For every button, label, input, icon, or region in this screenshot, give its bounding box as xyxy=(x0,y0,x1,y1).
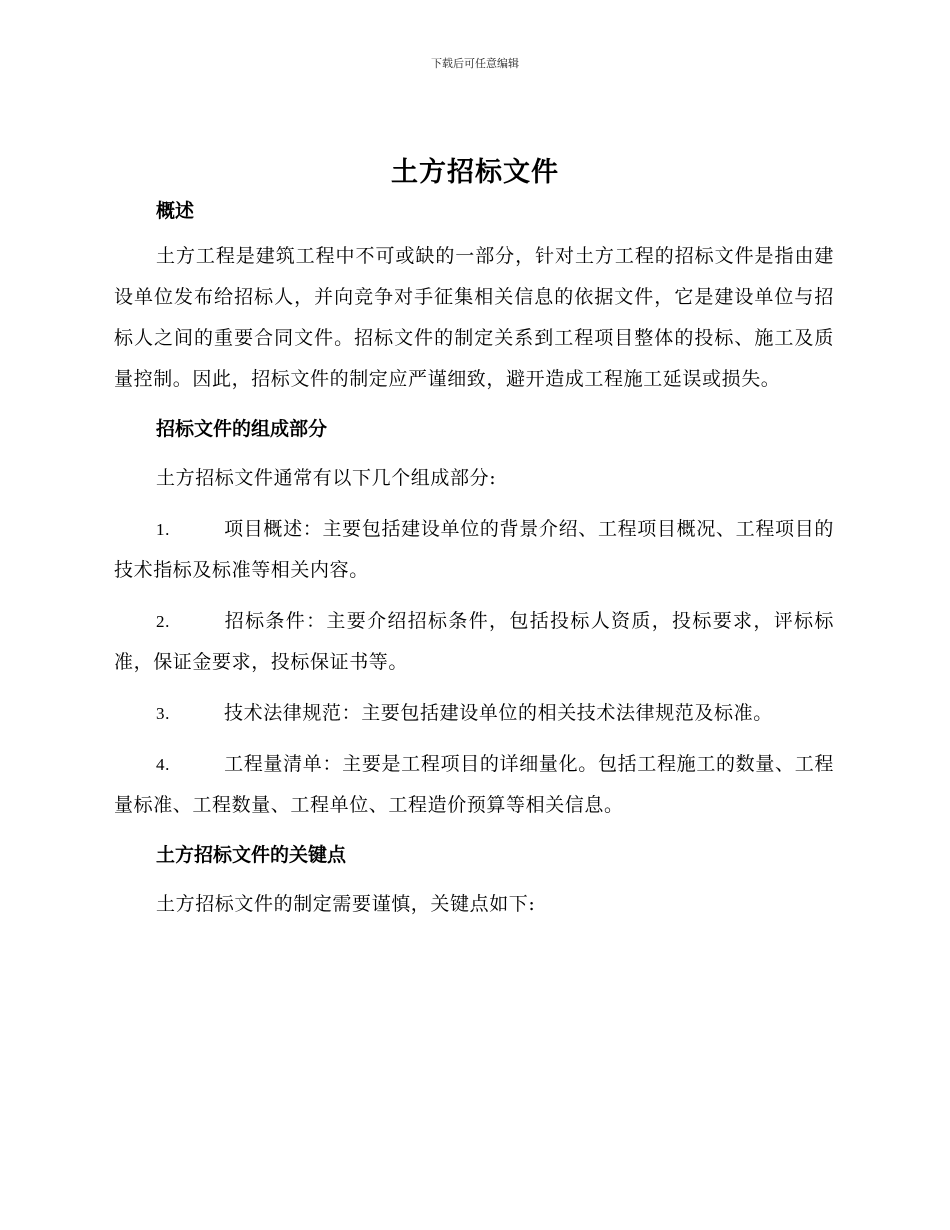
overview-paragraph: 土方工程是建筑工程中不可或缺的一部分，针对土方工程的招标文件是指由建设单位发布给招标人，并向竞争对手征集相关信息的依据文件，它是建设单位与招标人之间的重要合同文件。招标文件的制定关系到工程项目整体的投标、施工及质量控制。因此，招标文件的制定应严谨细致，避开造成工程施工延误或损失。 xyxy=(114,245,834,390)
section-heading-key-points: 土方招标文件的关键点 xyxy=(156,844,347,866)
list-item xyxy=(114,744,834,826)
list-item-text: 项目概述：主要包括建设单位的背景介绍、工程项目概况、工程项目的技术指标及标准等相关内容。 xyxy=(114,518,834,581)
key-points-intro: 土方招标文件的制定需要谨慎，关键点如下: xyxy=(156,893,536,915)
list-item-number: 1. xyxy=(156,520,170,539)
list-item xyxy=(114,509,834,591)
document-body xyxy=(114,196,834,925)
section-heading-overview: 概述 xyxy=(156,200,195,222)
list-item-number: 2. xyxy=(156,612,170,631)
list-item-text: 招标条件：主要介绍招标条件，包括投标人资质，投标要求，评标标准，保证金要求，投标保证书等。 xyxy=(114,610,834,673)
header-note: 下载后可任意编辑 xyxy=(431,57,519,70)
list-item-number: 3. xyxy=(156,704,170,723)
list-item xyxy=(114,693,834,734)
list-item-number: 4. xyxy=(156,755,170,774)
list-item-text: 技术法律规范：主要包括建设单位的相关技术法律规范及标准。 xyxy=(224,702,773,724)
document-title: 土方招标文件 xyxy=(391,157,559,188)
components-intro: 土方招标文件通常有以下几个组成部分: xyxy=(156,467,497,489)
section-heading-components: 招标文件的组成部分 xyxy=(156,418,328,440)
list-item xyxy=(114,601,834,683)
list-item-text: 工程量清单：主要是工程项目的详细量化。包括工程施工的数量、工程量标准、工程数量、工程单位、工程造价预算等相关信息。 xyxy=(114,753,834,816)
